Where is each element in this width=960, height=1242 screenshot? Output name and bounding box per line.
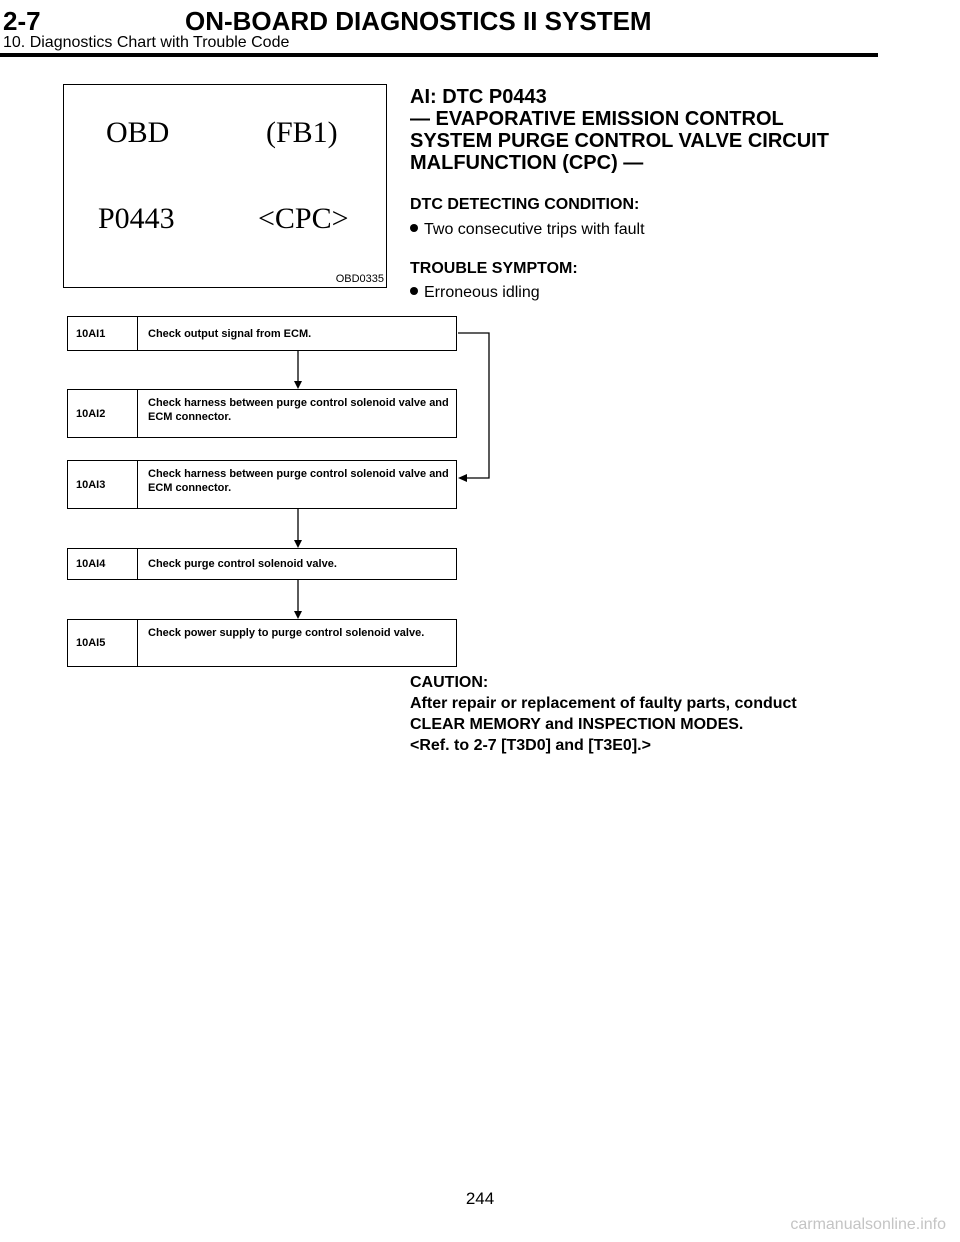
flow-step-code: 10AI3 bbox=[68, 461, 138, 508]
arrow-down-icon bbox=[294, 611, 302, 619]
caution-reference: <Ref. to 2-7 [T3D0] and [T3E0].> bbox=[410, 737, 651, 754]
caution-label: CAUTION: bbox=[410, 674, 489, 691]
flow-step-3 bbox=[67, 460, 457, 509]
watermark: carmanualsonline.info bbox=[790, 1216, 946, 1233]
page-title: ON-BOARD DIAGNOSTICS II SYSTEM bbox=[185, 6, 652, 36]
flow-step-text: Check harness between purge control solenoid valve and ECM connector. bbox=[148, 468, 449, 494]
caution-note bbox=[410, 672, 880, 756]
figure-fb1-label: (FB1) bbox=[266, 116, 338, 149]
trouble-symptom-text: Erroneous idling bbox=[424, 284, 540, 301]
trouble-symptom-label: TROUBLE SYMPTOM: bbox=[410, 260, 578, 277]
figure-cpc-label: <CPC> bbox=[258, 202, 349, 235]
arrow-left-icon bbox=[458, 474, 467, 482]
caution-text-line: After repair or replacement of faulty parts, conduct bbox=[410, 695, 797, 712]
connector-1-3 bbox=[458, 333, 489, 478]
flow-step-text: Check harness between purge control solenoid valve and ECM connector. bbox=[148, 397, 449, 423]
page-subtitle: 10. Diagnostics Chart with Trouble Code bbox=[3, 34, 290, 51]
figure-dtc-code: P0443 bbox=[98, 202, 175, 235]
figure-caption: OBD0335 bbox=[335, 273, 384, 285]
flow-step-1 bbox=[67, 316, 457, 351]
page-number: 244 bbox=[465, 1189, 495, 1208]
dtc-heading-line: SYSTEM PURGE CONTROL VALVE CIRCUIT bbox=[410, 130, 829, 152]
flow-step-5 bbox=[67, 619, 457, 667]
arrow-down-icon bbox=[294, 540, 302, 548]
flow-step-4 bbox=[67, 548, 457, 580]
flow-step-text: Check power supply to purge control solenoid valve. bbox=[148, 627, 425, 639]
flow-step-code: 10AI5 bbox=[68, 620, 138, 666]
flow-step-code: 10AI4 bbox=[68, 549, 138, 579]
flow-step-code: 10AI1 bbox=[68, 317, 138, 350]
detecting-condition-label: DTC DETECTING CONDITION: bbox=[410, 196, 640, 213]
detecting-condition-text: Two consecutive trips with fault bbox=[424, 221, 645, 238]
dtc-heading-line: MALFUNCTION (CPC) — bbox=[410, 152, 644, 174]
arrow-down-icon bbox=[294, 381, 302, 389]
dtc-heading-line: AI: DTC P0443 bbox=[410, 86, 547, 108]
dtc-heading-line: — EVAPORATIVE EMISSION CONTROL bbox=[410, 108, 784, 130]
flow-step-code: 10AI2 bbox=[68, 390, 138, 437]
section-number: 2-7 bbox=[3, 6, 41, 36]
figure-obd-label: OBD bbox=[106, 116, 170, 149]
flow-step-2 bbox=[67, 389, 457, 438]
flow-step-text: Check output signal from ECM. bbox=[148, 328, 312, 340]
caution-text-line: CLEAR MEMORY and INSPECTION MODES. bbox=[410, 716, 744, 733]
flow-step-text: Check purge control solenoid valve. bbox=[148, 558, 337, 570]
